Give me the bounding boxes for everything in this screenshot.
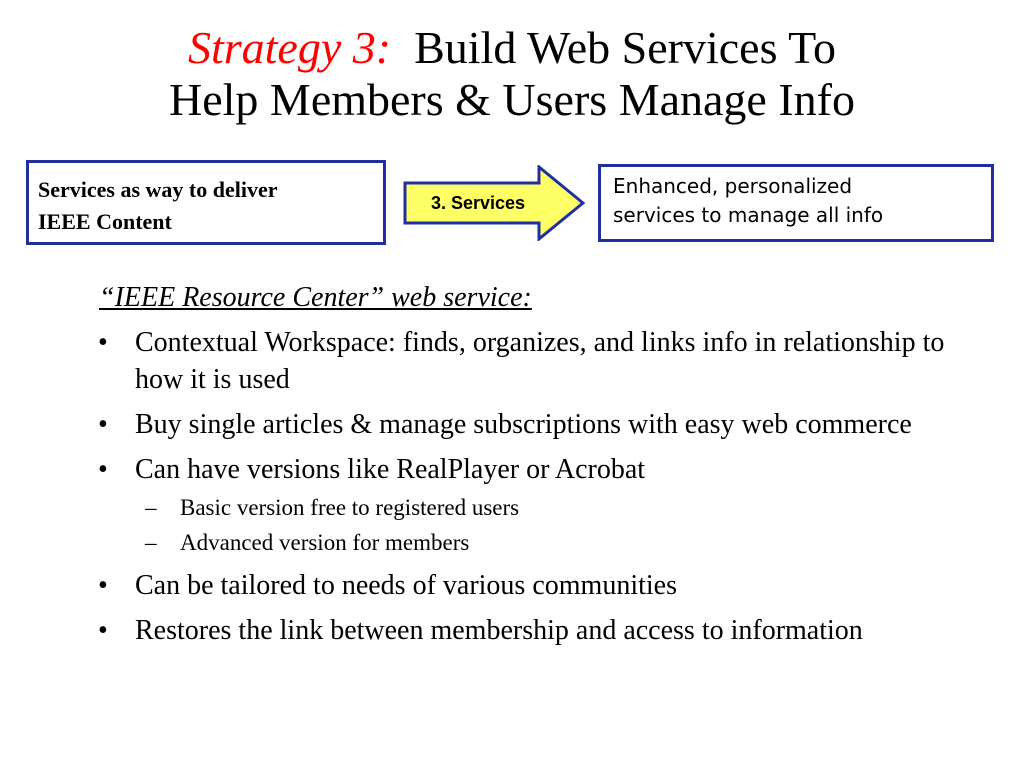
dash-icon: – [145, 495, 157, 520]
sub-bullet-text: Basic version free to registered users [180, 495, 520, 520]
enhanced-services-line-1: Enhanced, personalized [613, 174, 853, 198]
slide-body [96, 279, 956, 649]
services-delivery-line-1: Services as way to deliver [38, 177, 278, 202]
bullet-icon: • [98, 327, 108, 358]
bullet-icon: • [98, 454, 108, 485]
dash-icon: – [145, 530, 157, 555]
sub-bullet-item [135, 492, 956, 524]
bullet-text: Can have versions like RealPlayer or Acrobat [135, 454, 646, 485]
enhanced-services-box [598, 164, 994, 242]
bullet-text: Buy single articles & manage subscriptions with easy web commerce [135, 409, 912, 440]
enhanced-services-line-2: services to manage all info [613, 203, 884, 227]
bullet-item [96, 567, 956, 604]
bullet-icon: • [98, 409, 108, 440]
sub-bullet-item [135, 527, 956, 559]
services-delivery-line-2: IEEE Content [38, 209, 172, 234]
services-arrow [403, 165, 585, 241]
title-line-2: Help Members & Users Manage Info [169, 74, 855, 125]
bullet-text: Restores the link between membership and access to information [135, 615, 863, 646]
bullet-item [96, 451, 956, 559]
bullet-item [96, 406, 956, 443]
bullet-item [96, 324, 956, 398]
title-line-1 [60, 22, 964, 74]
sub-bullet-text: Advanced version for members [180, 530, 470, 555]
bullet-icon: • [98, 615, 108, 646]
title-line-1-rest: Build Web Services To [414, 22, 837, 73]
bullet-text: Contextual Workspace: finds, organizes, and links info in relationship to how it is used [135, 327, 945, 395]
bullet-icon: • [98, 570, 108, 601]
arrow-label: 3. Services [430, 193, 526, 213]
bullet-item [96, 612, 956, 649]
sub-bullet-list [135, 492, 956, 559]
resource-center-heading: “IEEE Resource Center” web service: [99, 282, 532, 313]
services-delivery-box [26, 160, 386, 245]
title-accent: Strategy 3: [187, 22, 392, 73]
slide-title [60, 22, 964, 126]
bullet-list [96, 324, 956, 649]
bullet-text: Can be tailored to needs of various communities [135, 570, 677, 601]
